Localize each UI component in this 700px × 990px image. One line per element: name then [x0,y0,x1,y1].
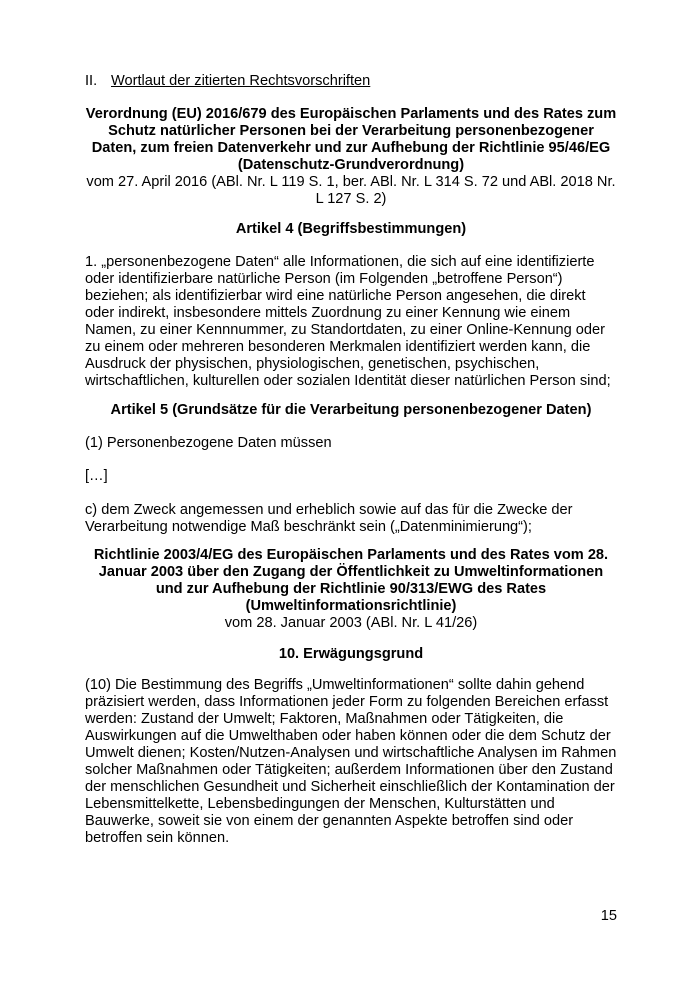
article4-heading: Artikel 4 (Begriffsbestimmungen) [235,221,467,237]
article5-heading: Artikel 5 (Grundsätze für die Verarbeitung personenbezogener Daten) [110,402,592,418]
directive-title: Richtlinie 2003/4/EG des Europäischen Parlaments und des Rates vom 28. Januar 2003 über den Zugang der Öffentlichkeit zu Umweltinformationen und zur Aufhebung der Richtlinie 90/313/EWG des Rates (Umweltinformationsrichtlinie) [93,547,609,614]
section-title: Wortlaut der zitierten Rechtsvorschriften [111,73,371,89]
regulation-header [85,106,617,208]
recital10-text: (10) Die Bestimmung des Begriffs „Umweltinformationen“ sollte dahin gehend präzisiert werden, dass Informationen jeder Form zu folgenden Bereichen erfasst werden: Zustand der Umwelt; Faktoren, Maßnahmen oder Tätigkeiten, die Auswirkungen auf die Umwelthaben oder haben können oder die dem Schutz der Umwelt dienen; Kosten/Nutzen-Analysen und wirtschaftliche Analysen im Rahmen solcher Maßnahmen oder Tätigkeiten; außerdem Informationen über den Zustand der menschlichen Gesundheit und Sicherheit einschließlich der Kontamination der Lebensmittelkette, Lebensbedingungen der Menschen, Kulturstätten und Bauwerke, soweit sie von einem der genannten Aspekte betroffen sind oder betroffen sein können. [85,677,617,846]
page-number: 15 [600,908,617,924]
article5-ellipsis: […] [85,468,108,484]
directive-header [85,547,617,632]
recital10-heading: 10. Erwägungsgrund [278,646,424,662]
section-number: II. [85,73,98,89]
directive-date: vom 28. Januar 2003 (ABl. Nr. L 41/26) [224,615,478,631]
regulation-title: Verordnung (EU) 2016/679 des Europäischen Parlaments und des Rates zum Schutz natürlicher Personen bei der Verarbeitung personenbezogener Daten, zum freien Datenverkehr und zur Aufhebung der Richtlinie 95/46/EG (Datenschutz-Grundverordnung) [85,106,617,173]
section-heading [85,73,617,90]
article5-paragraph-c: c) dem Zweck angemessen und erheblich sowie auf das für die Zwecke der Verarbeitung notwendige Maß beschränkt sein („Datenminimierung“); [85,502,573,535]
regulation-date: vom 27. April 2016 (ABl. Nr. L 119 S. 1, ber. ABl. Nr. L 314 S. 72 und ABl. 2018 Nr. L 127 S. 2) [86,174,616,207]
article4-definition: 1. „personenbezogene Daten“ alle Informationen, die sich auf eine identifizierte oder identifizierbare natürliche Person (im Folgenden „betroffene Person“) beziehen; als identifizierbar wird eine natürliche Person angesehen, die direkt oder indirekt, insbesondere mittels Zuordnung zu einer Kennung wie einem Namen, zu einer Kennnummer, zu Standortdaten, zu einer Online-Kennung oder zu einem oder mehreren besonderen Merkmalen identifiziert werden kann, die Ausdruck der physischen, physiologischen, genetischen, psychischen, wirtschaftlichen, kulturellen oder sozialen Identität dieser natürlichen Person sind; [85,254,611,389]
article5-paragraph-1: (1) Personenbezogene Daten müssen [85,435,332,451]
